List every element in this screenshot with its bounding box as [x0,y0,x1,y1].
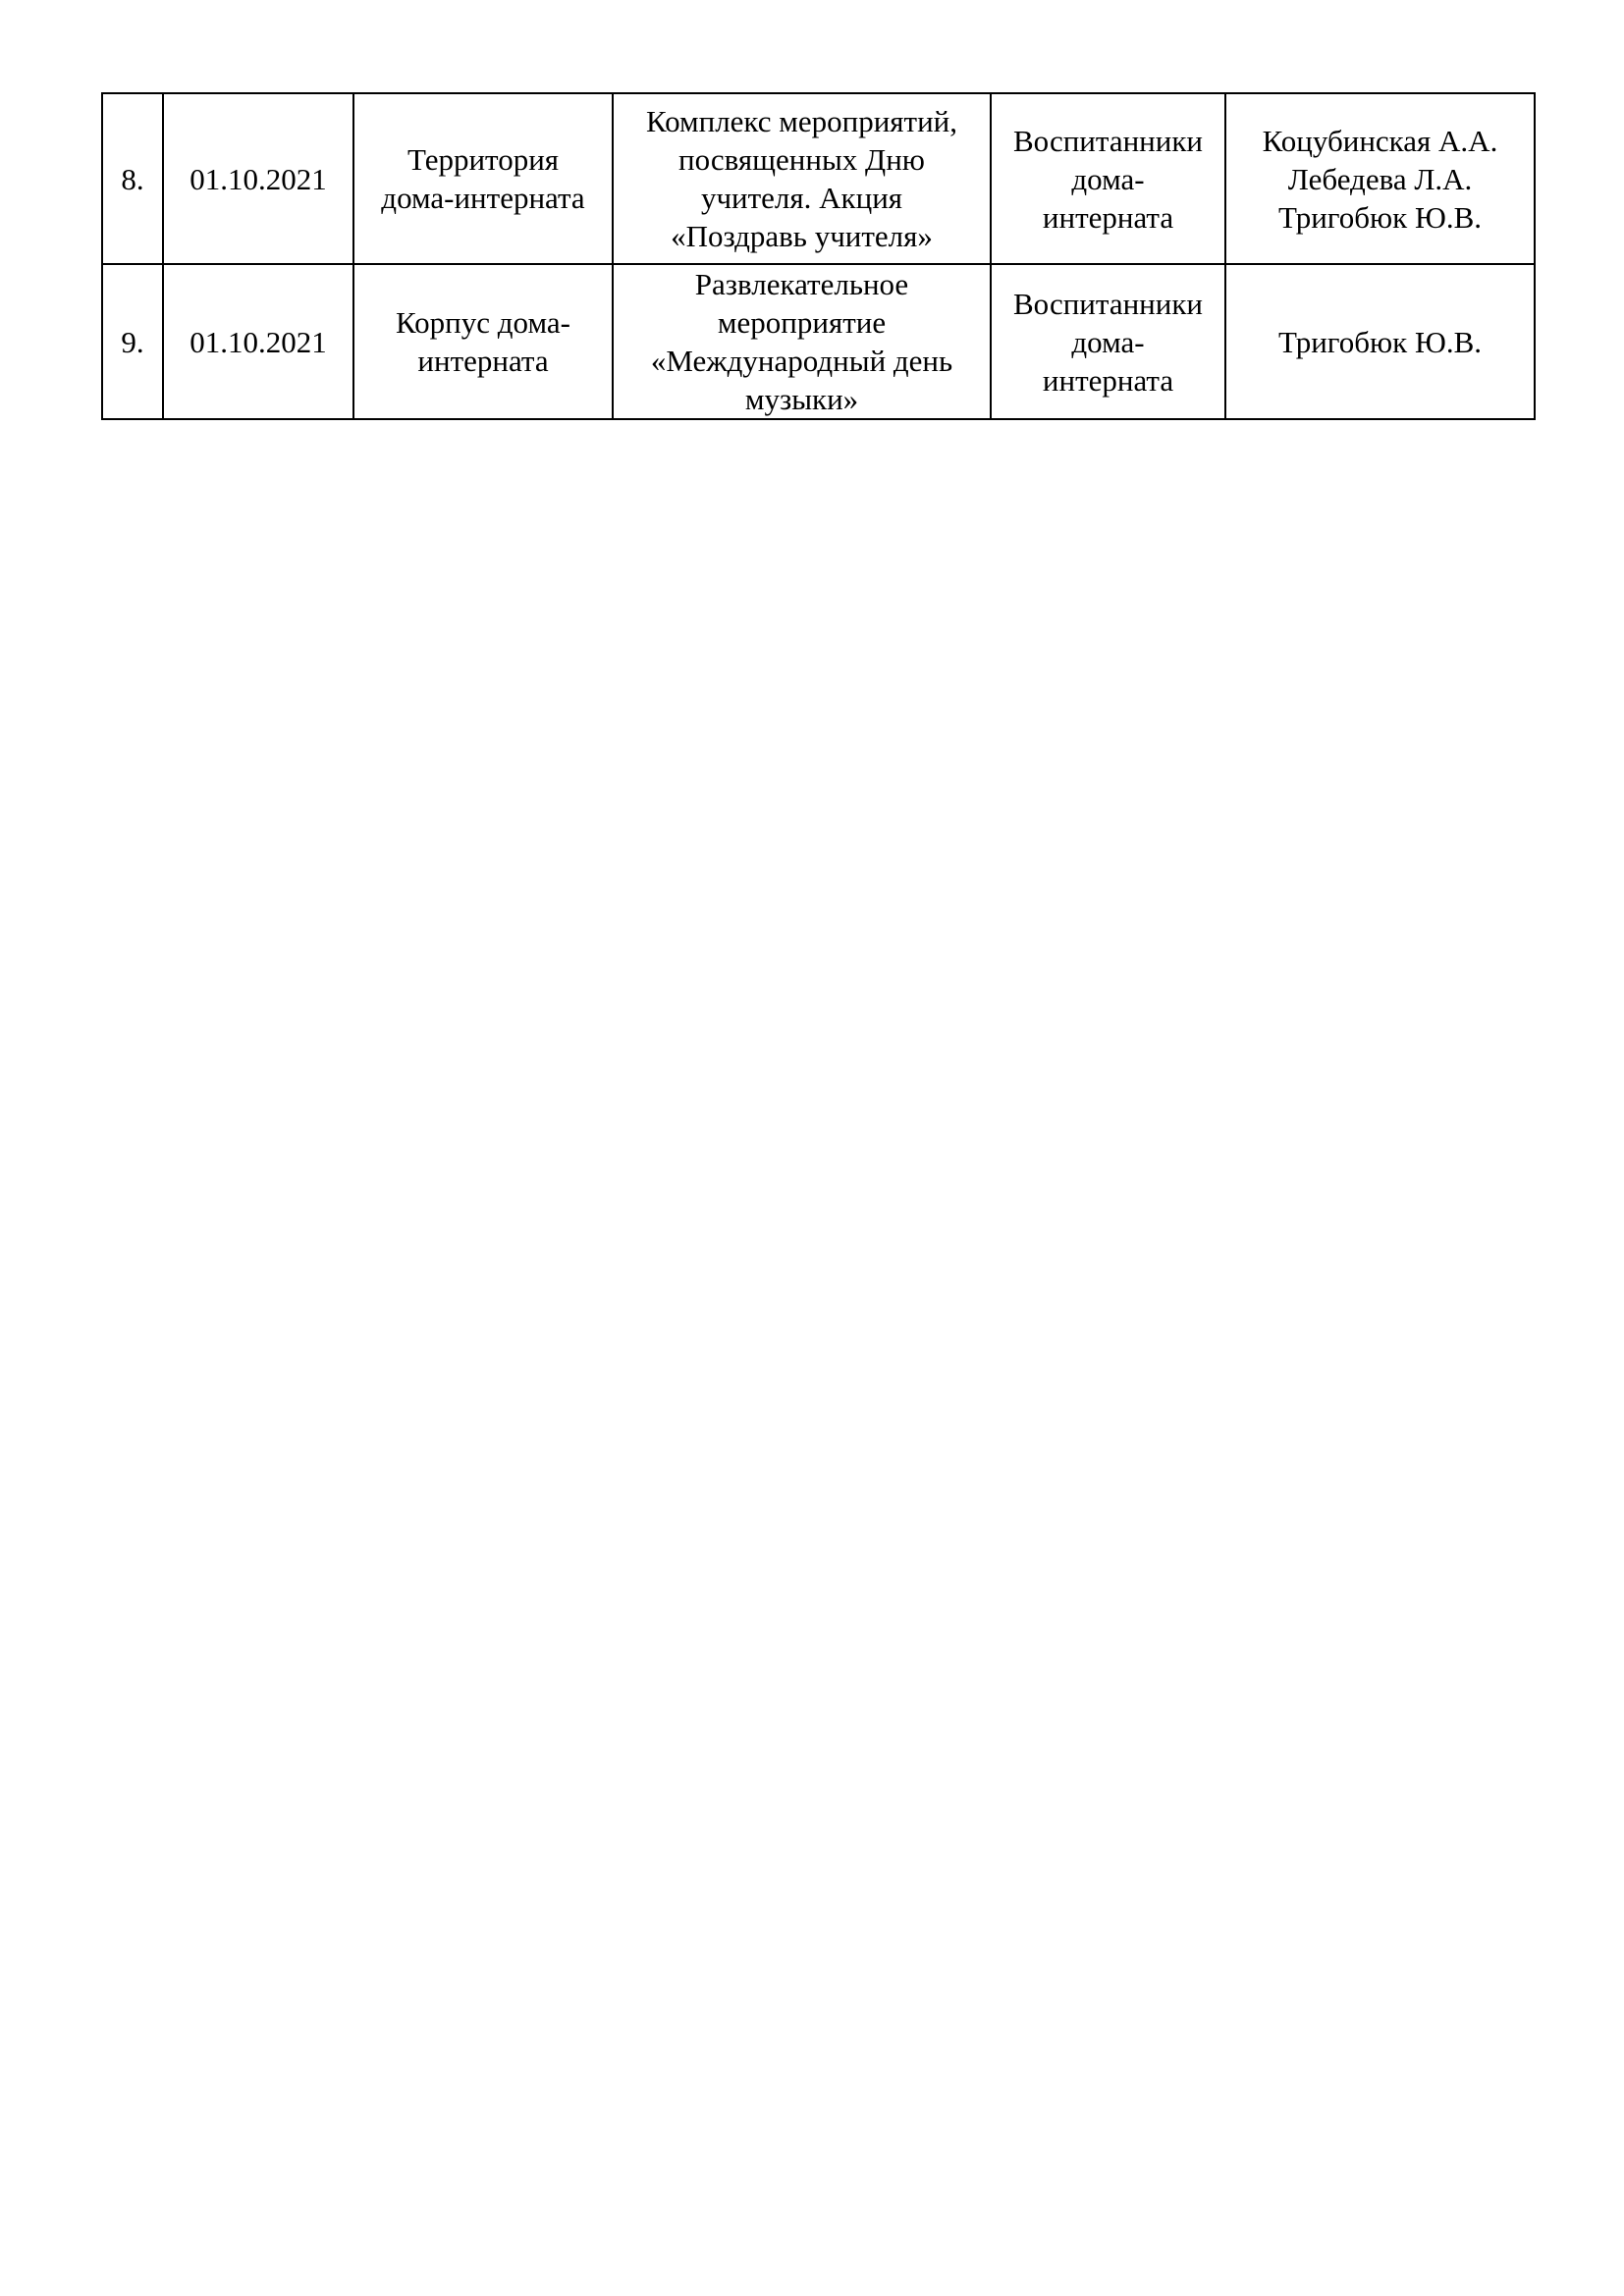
responsible-line: Тригобюк Ю.В. [1277,324,1483,359]
event-line: Развлекательное [694,267,909,301]
participants-line: интерната [1042,199,1174,235]
event-line: посвященных Дню [678,142,925,177]
place-line: Территория [406,142,560,177]
date-cell: 01.10.2021 [163,264,353,419]
event-line: Комплекс мероприятий, [645,104,958,138]
event-cell [613,264,991,419]
event-line: учителя. Акция [700,181,903,215]
row-number-cell: 8. [102,93,163,264]
place-line: Корпус дома- [396,305,570,340]
responsible-line: Тригобюк Ю.В. [1277,199,1483,235]
table-row [102,264,1535,419]
place-cell [353,264,613,419]
event-cell [613,93,991,264]
participants-line: интерната [1042,362,1174,398]
participants-line: дома- [1071,161,1145,196]
responsible-line: Коцубинская А.А. [1262,123,1498,158]
responsible-line: Лебедева Л.А. [1287,161,1473,196]
participants-line: Воспитанники [1013,123,1203,158]
place-line: интерната [417,344,549,378]
place-line: дома-интерната [381,181,585,215]
participants-cell [991,93,1225,264]
date-cell: 01.10.2021 [163,93,353,264]
responsible-cell [1225,264,1535,419]
participants-line: Воспитанники [1013,286,1203,321]
event-line: музыки» [744,382,859,416]
events-table [101,92,1536,420]
table-row [102,93,1535,264]
participants-cell [991,264,1225,419]
responsible-cell [1225,93,1535,264]
place-cell [353,93,613,264]
row-number-cell: 9. [102,264,163,419]
event-line: мероприятие [717,305,887,340]
participants-line: дома- [1071,324,1145,359]
event-line: «Международный день [650,344,953,378]
event-line: «Поздравь учителя» [671,219,933,253]
